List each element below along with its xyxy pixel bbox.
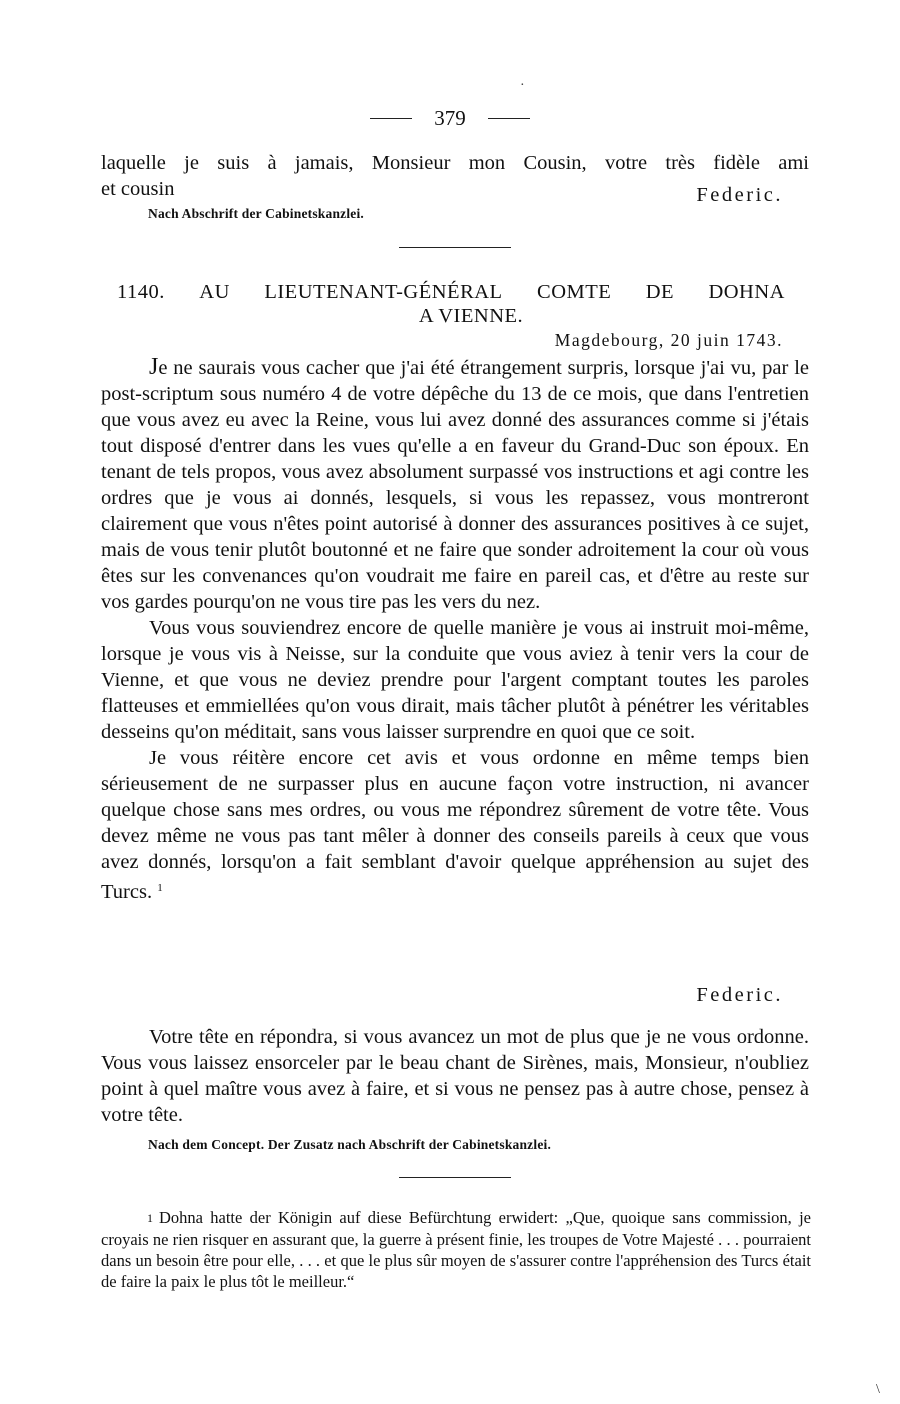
letter-title-line-1: [117, 280, 785, 304]
previous-signature: Federic.: [696, 184, 783, 206]
footnote-paragraph: [101, 1207, 811, 1292]
footnote-mark: 1: [147, 1211, 153, 1225]
letter-signature: Federic.: [696, 984, 783, 1006]
paragraph-2: Vous vous souviendrez encore de quelle manière je vous ai instruit moi-même, lorsque je vous vis à Neisse, sur la conduite que vous aviez à tenir vers la cour de Vienne, et que vous ne deviez prendre pour l'argent comptant toutes les paroles flatteuses et emmiellées qu'on vous dirait, mais tâcher plutôt à pénétrer les véritables desseins qu'on méditait, sans vous laisser surprendre en quoi que ce soit.: [101, 617, 809, 743]
footnote-text: Dohna hatte der Königin auf diese Befürchtung erwidert: „Que, quoique sans commission, je croyais ne rien risquer en assurant que, la guerre à présent finie, les troupes de Votre Majesté . . . pourraient dans un besoin être pour elle, . . . et que le plus sûr moyen de s'assurer contre l'appréhension des Turcs était de faire la paix le plus tôt le meilleur.“: [101, 1208, 811, 1291]
section-divider-bottom: [399, 1177, 511, 1178]
section-divider-top: [399, 247, 511, 248]
paragraph-3: [101, 745, 809, 905]
letter-number: 1140.: [117, 281, 165, 303]
paragraph-3-text: Je vous réitère encore cet avis et vous ordonne en même temps bien sérieusement de ne surpasser plus en aucune façon votre instruction, ni avancer quelque chose sans mes ordres, ou vous me répondrez sûrement de votre tête. Vous devez même ne vous pas tant mêler à donner des conseils pareils à ceux que vous avez donnés, lorsqu'on a fait semblant d'avoir quelque appréhension au sujet des Turcs.: [101, 747, 809, 903]
title-word: AU: [199, 281, 230, 303]
footnote-reference[interactable]: 1: [157, 882, 163, 894]
initial-letter: J: [149, 354, 159, 380]
page-number: 379: [434, 106, 466, 130]
page-header: [0, 106, 900, 131]
title-word: DOHNA: [708, 281, 785, 303]
postscript-text: Votre tête en répondra, si vous avancez un mot de plus que je ne vous ordonne. Vous vous laissez ensorceler par le beau chant de Sirènes, mais, Monsieur, n'oubliez point à quel maître vous avez à faire, et si vous ne pensez pas à autre chose, pensez à votre tête.: [101, 1026, 809, 1126]
letter-title: [117, 280, 785, 328]
closing-line-2: et cousin: [101, 178, 175, 200]
paragraph-1-text: e ne saurais vous cacher que j'ai été étrangement surpris, lorsque j'ai vu, par le post-scriptum sous numéro 4 de votre dépêche du 13 de ce mois, que dans l'entretien que vous avez eu avec la Reine, vous lui avez donné des assurances comme si j'étais tout disposé d'entrer dans les vues qu'elle a en faveur du Grand-Duc son époux. En tenant de tels propos, vous avez absolument surpassé vos instructions et agi contre les ordres que je vous ai donnés, lesquels, si vous les repassez, vous montreront clairement que vous n'êtes point autorisé à donner des assurances positives à ce sujet, mais de vous tenir plutôt boutonné et ne faire que sonder adroitement la cour où vous êtes sur les convenances qu'on voudrait me faire en pareil cas, et d'être au reste sur vos gardes pourqu'on ne vous tire pas les vers du nez.: [101, 357, 809, 613]
footnote: [101, 1207, 811, 1292]
dateline: Magdebourg, 20 juin 1743.: [554, 330, 783, 350]
stray-dot-mark: ·: [520, 78, 525, 93]
header-rule-right: [488, 118, 530, 119]
title-word: COMTE: [537, 281, 612, 303]
title-word: DE: [645, 281, 675, 303]
header-rule-left: [370, 118, 412, 119]
previous-source-note: Nach Abschrift der Cabinetskanzlei.: [148, 206, 365, 221]
letter-source-note: Nach dem Concept. Der Zusatz nach Abschrift der Cabinetskanzlei.: [148, 1137, 552, 1152]
letter-body: [101, 354, 809, 905]
title-word: LIEUTENANT-GÉNÉRAL: [264, 281, 503, 303]
paragraph-1: [101, 354, 809, 615]
closing-line-1: laquelle je suis à jamais, Monsieur mon Cousin, votre très fidèle ami: [101, 152, 809, 174]
stray-slash-mark: \: [876, 1382, 880, 1397]
letter-title-line-2: A VIENNE.: [418, 305, 524, 327]
postscript: [101, 1024, 809, 1128]
